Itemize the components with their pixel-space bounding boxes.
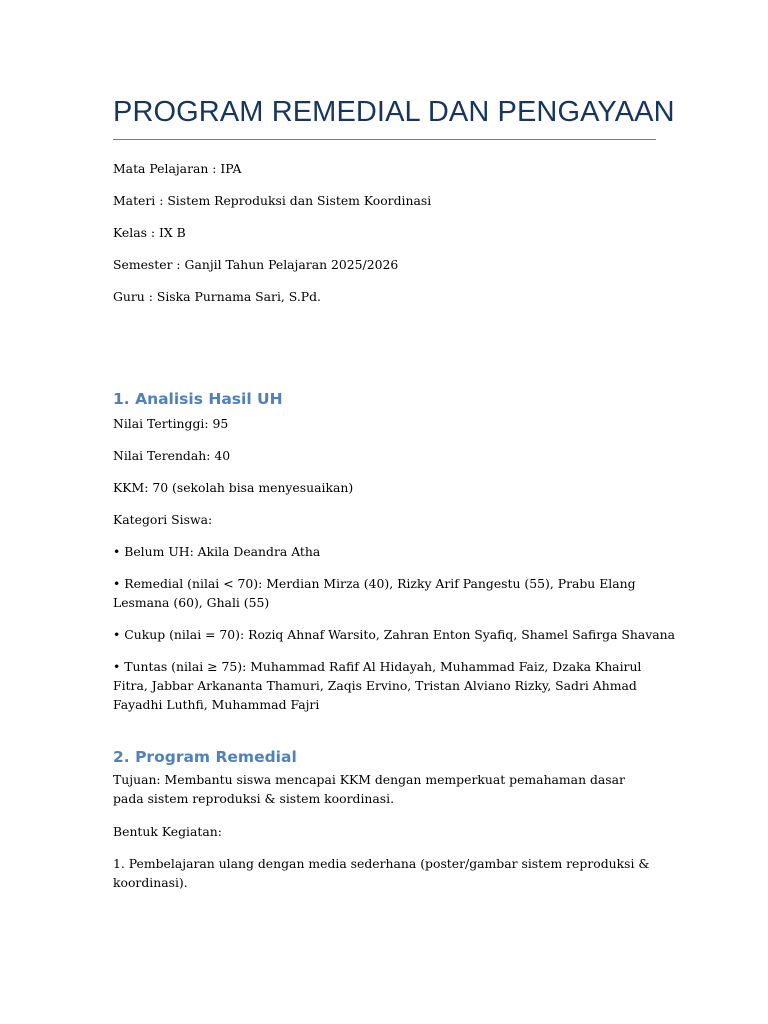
activity-item-1: 1. Pembelajaran ulang dengan media sederhana (poster/gambar sistem reproduksi & koordinasi). [113, 856, 650, 890]
list-item-remedial: • Remedial (nilai < 70): Merdian Mirza (40), Rizky Arif Pangestu (55), Prabu Elang Lesmana (60), Ghali (55) [113, 576, 636, 610]
section-heading-remedial: 2. Program Remedial [113, 748, 297, 766]
lowest-score: Nilai Terendah: 40 [113, 448, 231, 463]
remedial-goal: Tujuan: Membantu siswa mencapai KKM dengan memperkuat pemahaman dasar pada sistem reproduksi & sistem koordinasi. [113, 772, 625, 806]
meta-class: Kelas : IX B [113, 225, 186, 240]
list-item-cukup: • Cukup (nilai = 70): Roziq Ahnaf Warsito, Zahran Enton Syafiq, Shamel Safirga Shavana [113, 627, 676, 642]
list-item-belum-uh: • Belum UH: Akila Deandra Atha [113, 544, 321, 559]
meta-subject: Mata Pelajaran : IPA [113, 161, 242, 176]
kkm-value: KKM: 70 (sekolah bisa menyesuaikan) [113, 480, 354, 495]
highest-score: Nilai Tertinggi: 95 [113, 416, 229, 431]
title-underline [113, 139, 656, 140]
category-label: Kategori Siswa: [113, 512, 213, 527]
section-heading-analysis: 1. Analisis Hasil UH [113, 390, 283, 408]
meta-semester: Semester : Ganjil Tahun Pelajaran 2025/2026 [113, 257, 399, 272]
meta-material: Materi : Sistem Reproduksi dan Sistem Koordinasi [113, 193, 432, 208]
list-item-tuntas: • Tuntas (nilai ≥ 75): Muhammad Rafif Al Hidayah, Muhammad Faiz, Dzaka Khairul Fitra, Jabbar Arkananta Thamuri, Zaqis Ervino, Tristan Alviano Rizky, Sadri Ahmad Fayadhi Luthfi, Muhammad Fajri [113, 659, 642, 712]
activities-label: Bentuk Kegiatan: [113, 824, 222, 839]
document-title: PROGRAM REMEDIAL DAN PENGAYAAN [113, 96, 675, 128]
meta-teacher: Guru : Siska Purnama Sari, S.Pd. [113, 289, 321, 304]
